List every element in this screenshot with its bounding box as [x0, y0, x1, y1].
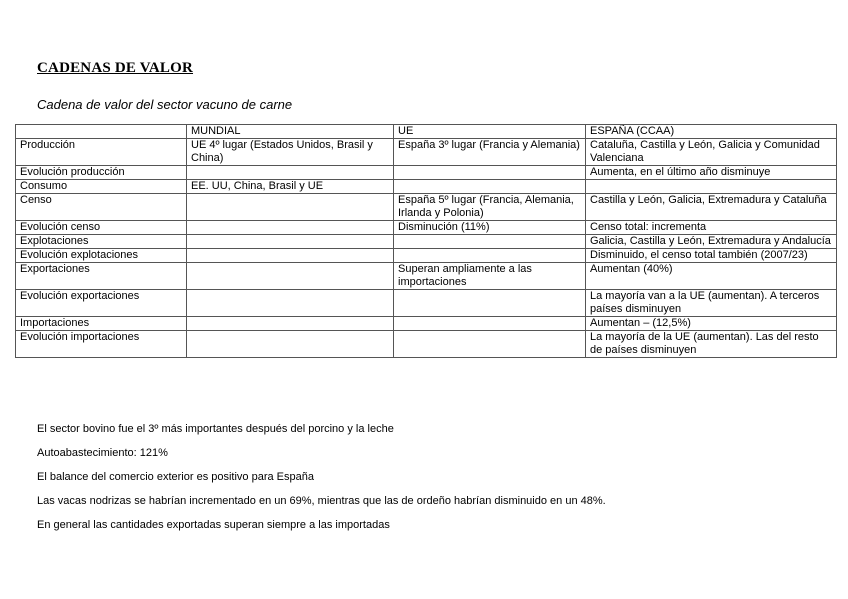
table-row: [16, 317, 837, 331]
table-row: [16, 249, 837, 263]
table-cell-mundial: [187, 263, 394, 290]
table-cell-ue: España 3º lugar (Francia y Alemania): [394, 139, 586, 166]
table-cell-indicator: Exportaciones: [16, 263, 187, 290]
table-cell-indicator: Consumo: [16, 180, 187, 194]
table-row: [16, 235, 837, 249]
table-cell-indicator: Evolución censo: [16, 221, 187, 235]
table-cell-indicator: Producción: [16, 139, 187, 166]
note-sector-ranking: El sector bovino fue el 3º más importantes después del porcino y la leche: [37, 423, 394, 435]
table-row: [16, 194, 837, 221]
note-balance-comercio: El balance del comercio exterior es positivo para España: [37, 471, 314, 483]
table-row: [16, 263, 837, 290]
value-chain-table-body: [16, 125, 837, 358]
table-cell-indicator: Evolución importaciones: [16, 331, 187, 358]
table-cell-espana: Censo total: incrementa: [586, 221, 837, 235]
table-cell-ue: España 5º lugar (Francia, Alemania, Irlanda y Polonia): [394, 194, 586, 221]
table-cell-mundial: [187, 194, 394, 221]
table-cell-indicator: Evolución producción: [16, 166, 187, 180]
table-row: [16, 180, 837, 194]
table-cell-espana: La mayoría de la UE (aumentan). Las del resto de países disminuyen: [586, 331, 837, 358]
note-autoabastecimiento: Autoabastecimiento: 121%: [37, 447, 168, 459]
table-header-row: [16, 125, 837, 139]
table-cell-mundial: [187, 249, 394, 263]
value-chain-table: [15, 124, 837, 358]
table-cell-ue: [394, 317, 586, 331]
table-cell-mundial: [187, 166, 394, 180]
table-cell-espana: Aumentan (40%): [586, 263, 837, 290]
document-title: CADENAS DE VALOR: [37, 60, 194, 76]
table-cell-ue: Superan ampliamente a las importaciones: [394, 263, 586, 290]
note-exportaciones: En general las cantidades exportadas superan siempre a las importadas: [37, 519, 390, 531]
table-cell-espana: Aumentan – (12,5%): [586, 317, 837, 331]
table-cell-indicator: Censo: [16, 194, 187, 221]
table-cell-mundial: EE. UU, China, Brasil y UE: [187, 180, 394, 194]
table-cell-espana: Aumenta, en el último año disminuye: [586, 166, 837, 180]
table-cell-indicator: Evolución exportaciones: [16, 290, 187, 317]
table-cell-indicator: Explotaciones: [16, 235, 187, 249]
table-cell-ue: [394, 249, 586, 263]
table-cell-espana: Cataluña, Castilla y León, Galicia y Comunidad Valenciana: [586, 139, 837, 166]
table-cell-indicator: Evolución explotaciones: [16, 249, 187, 263]
table-cell-espana: Galicia, Castilla y León, Extremadura y Andalucía: [586, 235, 837, 249]
table-cell-ue: [394, 166, 586, 180]
table-cell-espana: Castilla y León, Galicia, Extremadura y Cataluña: [586, 194, 837, 221]
header-cell-blank: [16, 125, 187, 139]
table-cell-ue: [394, 235, 586, 249]
table-row: [16, 331, 837, 358]
table-cell-ue: [394, 290, 586, 317]
table-row: [16, 221, 837, 235]
table-row: [16, 166, 837, 180]
note-vacas-nodrizas: Las vacas nodrizas se habrían incrementado en un 69%, mientras que las de ordeño habrían disminuido en un 48%.: [37, 495, 606, 507]
table-cell-ue: [394, 331, 586, 358]
table-cell-mundial: [187, 290, 394, 317]
table-cell-mundial: UE 4º lugar (Estados Unidos, Brasil y China): [187, 139, 394, 166]
table-row: [16, 139, 837, 166]
header-cell-espana: ESPAÑA (CCAA): [586, 125, 837, 139]
table-cell-ue: [394, 180, 586, 194]
table-cell-espana: La mayoría van a la UE (aumentan). A terceros países disminuyen: [586, 290, 837, 317]
header-cell-ue: UE: [394, 125, 586, 139]
table-cell-mundial: [187, 317, 394, 331]
table-caption: Cadena de valor del sector vacuno de carne: [37, 97, 293, 112]
table-cell-mundial: [187, 221, 394, 235]
table-cell-mundial: [187, 235, 394, 249]
table-cell-ue: Disminución (11%): [394, 221, 586, 235]
table-cell-espana: [586, 180, 837, 194]
table-cell-espana: Disminuido, el censo total también (2007/23): [586, 249, 837, 263]
header-cell-mundial: MUNDIAL: [187, 125, 394, 139]
table-cell-mundial: [187, 331, 394, 358]
table-cell-indicator: Importaciones: [16, 317, 187, 331]
table-row: [16, 290, 837, 317]
